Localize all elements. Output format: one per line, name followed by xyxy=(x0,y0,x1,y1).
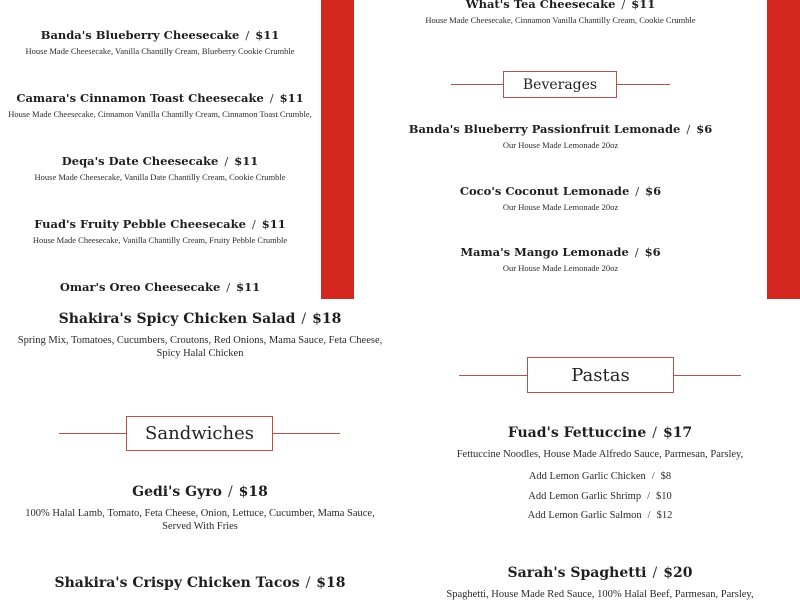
menu-item-title: Omar's Oreo Cheesecake / $11 xyxy=(59,280,261,294)
menu-item-title: Banda's Blueberry Passionfruit Lemonade / $6 xyxy=(408,122,713,136)
menu-item-description: House Made Cheesecake, Cinnamon Vanilla Chantilly Cream, Cinnamon Toast Crumble, xyxy=(8,109,312,119)
menu-item-title: Shakira's Spicy Chicken Salad / $18 xyxy=(58,311,342,327)
menu-item-description: 100% Halal Lamb, Tomato, Feta Cheese, Onion, Lettuce, Cucumber, Mama Sauce, Served With Fries xyxy=(25,508,375,532)
menu-item-description: Spring Mix, Tomatoes, Cucumbers, Croutons, Red Onions, Mama Sauce, Feta Cheese, Spicy Halal Chicken xyxy=(17,335,383,359)
addon-item: Add Lemon Garlic Shrimp / $10 xyxy=(528,491,672,502)
menu-item-title: Camara's Cinnamon Toast Cheesecake / $11 xyxy=(16,91,304,105)
menu-item-description: House Made Cheesecake, Vanilla Chantilly Cream, Blueberry Cookie Crumble xyxy=(25,46,295,56)
menu-item-title: Gedi's Gyro / $18 xyxy=(132,484,268,500)
menu-item-description: House Made Cheesecake, Cinnamon Vanilla Chantilly Cream, Cookie Crumble xyxy=(425,15,696,25)
section-heading-beverages: Beverages xyxy=(503,71,617,98)
menu-item-title: Mama's Mango Lemonade / $6 xyxy=(460,245,661,259)
menu-item-description: Spaghetti, House Made Red Sauce, 100% Halal Beef, Parmesan, Parsley, xyxy=(446,589,754,600)
menu-item-title: Shakira's Crispy Chicken Tacos / $18 xyxy=(54,575,346,591)
menu-item-title: Coco's Coconut Lemonade / $6 xyxy=(459,184,662,198)
red-accent-bar-left xyxy=(321,0,354,299)
menu-item-title: Fuad's Fettuccine / $17 xyxy=(507,425,693,441)
menu-item-description: House Made Cheesecake, Vanilla Date Chantilly Cream, Cookie Crumble xyxy=(34,172,286,182)
menu-item-title: Banda's Blueberry Cheesecake / $11 xyxy=(40,28,280,42)
addon-item: Add Lemon Garlic Chicken / $8 xyxy=(528,471,672,482)
section-heading-pastas: Pastas xyxy=(527,357,674,393)
menu-item-title: What's Tea Cheesecake / $11 xyxy=(465,0,656,11)
menu-item-description: Our House Made Lemonade 20oz xyxy=(502,140,619,150)
addon-item: Add Lemon Garlic Salmon / $12 xyxy=(527,510,673,521)
menu-item-description: Our House Made Lemonade 20oz xyxy=(502,202,619,212)
menu-item-title: Sarah's Spaghetti / $20 xyxy=(507,565,693,581)
menu-item-title: Fuad's Fruity Pebble Cheesecake / $11 xyxy=(34,217,286,231)
menu-item-description: House Made Cheesecake, Vanilla Chantilly Cream, Fruity Pebble Crumble xyxy=(32,235,288,245)
red-accent-bar-right xyxy=(767,0,800,299)
menu-item-title: Deqa's Date Cheesecake / $11 xyxy=(61,154,259,168)
section-heading-sandwiches: Sandwiches xyxy=(126,416,273,451)
menu-item-description: Our House Made Lemonade 20oz xyxy=(502,263,619,273)
menu-item-description: Fettuccine Noodles, House Made Alfredo Sauce, Parmesan, Parsley, xyxy=(456,449,744,460)
